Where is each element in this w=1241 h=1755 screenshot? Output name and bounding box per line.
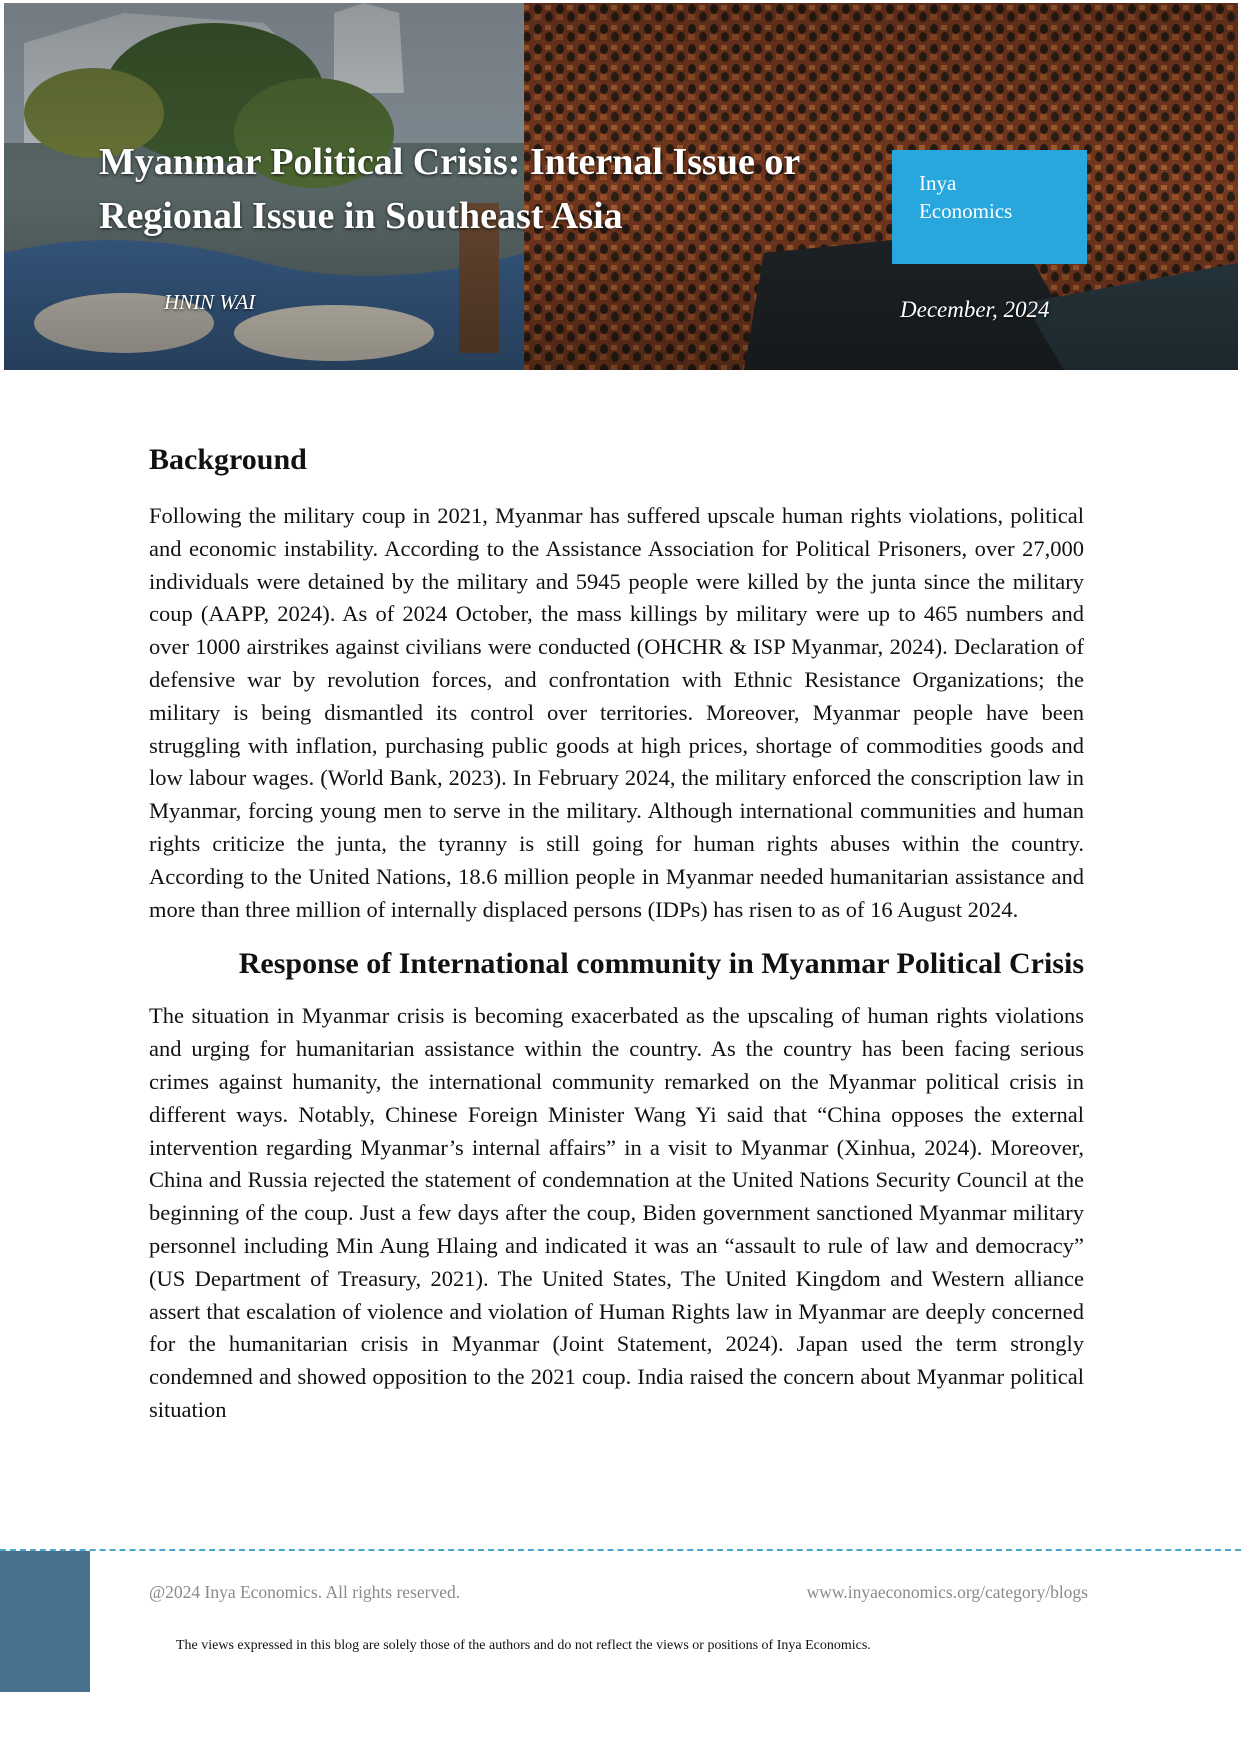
publication-date: December, 2024	[900, 297, 1050, 322]
website-link[interactable]: www.inyaeconomics.org/category/blogs	[806, 1582, 1088, 1602]
international-response-paragraph: The situation in Myanmar crisis is becoming exacerbated as the upscaling of human rights violations and urging for humanitarian assistance within the country. As the country has been facing serious crimes against humanity, the international community remarked on the Myanmar political crisis in different ways. Notably, Chinese Foreign Minister Wang Yi said that “China opposes the external intervention regarding Myanmar’s internal affairs” in a visit to Myanmar (Xinhua, 2024). Moreover, China and Russia rejected the statement of condemnation at the United Nations Security Council at the beginning of the coup. Just a few days after the coup, Biden government sanctioned Myanmar military personnel including Min Aung Hlaing and indicated it was an “assault to rule of law and democracy” (US Department of Treasury, 2021). The United States, The United Kingdom and Western alliance assert that escalation of violence and violation of Human Rights law in Myanmar are deeply concerned for the humanitarian crisis in Myanmar (Joint Statement, 2024). Japan used the term strongly condemned and showed opposition to the 2021 coup. India raised the concern about Myanmar political situation	[149, 1003, 1084, 1422]
brand-line-1: Inya	[919, 171, 957, 195]
header-banner	[4, 3, 1238, 370]
background-paragraph: Following the military coup in 2021, Myanmar has suffered upscale human rights violations, political and economic instability. According to the Assistance Association for Political Prisoners, over 27,000 individuals were detained by the military and 5945 people were killed by the junta since the military coup (AAPP, 2024). As of 2024 October, the mass killings by military were up to 465 numbers and over 1000 airstrikes against civilians were conducted (OHCHR & ISP Myanmar, 2024). Declaration of defensive war by revolution forces, and confrontation with Ethnic Resistance Organizations; the military is being dismantled its control over territories. Moreover, Myanmar people have been struggling with inflation, purchasing public goods at high prices, shortage of commodities goods and low labour wages. (World Bank, 2023). In February 2024, the military enforced the conscription law in Myanmar, forcing young men to serve in the military. Although international communities and human rights criticize the junta, the tyranny is still going for human rights abuses within the country. According to the United Nations, 18.6 million people in Myanmar needed humanitarian assistance and more than three million of internally displaced persons (IDPs) has risen to as of 16 August 2024.	[149, 503, 1084, 922]
brand-line-2: Economics	[919, 199, 1013, 223]
author-name: HNIN WAI	[164, 290, 256, 314]
footer-divider	[0, 1549, 1241, 1551]
disclaimer-text: The views expressed in this blog are solely those of the authors and do not reflect the views or positions of Inya Economics.	[176, 1638, 871, 1653]
article-body	[149, 440, 1084, 1427]
section-heading-international-response: Response of International community in Myanmar Political Crisis	[238, 947, 1084, 981]
inya-economics-logo	[892, 150, 1087, 264]
article-title: Myanmar Political Crisis: Internal Issue or Regional Issue in Southeast Asia	[99, 141, 800, 237]
copyright-text: @2024 Inya Economics. All rights reserved.	[149, 1582, 461, 1602]
section-heading-background: Background	[149, 443, 307, 476]
footer-accent-bar	[0, 1551, 90, 1692]
